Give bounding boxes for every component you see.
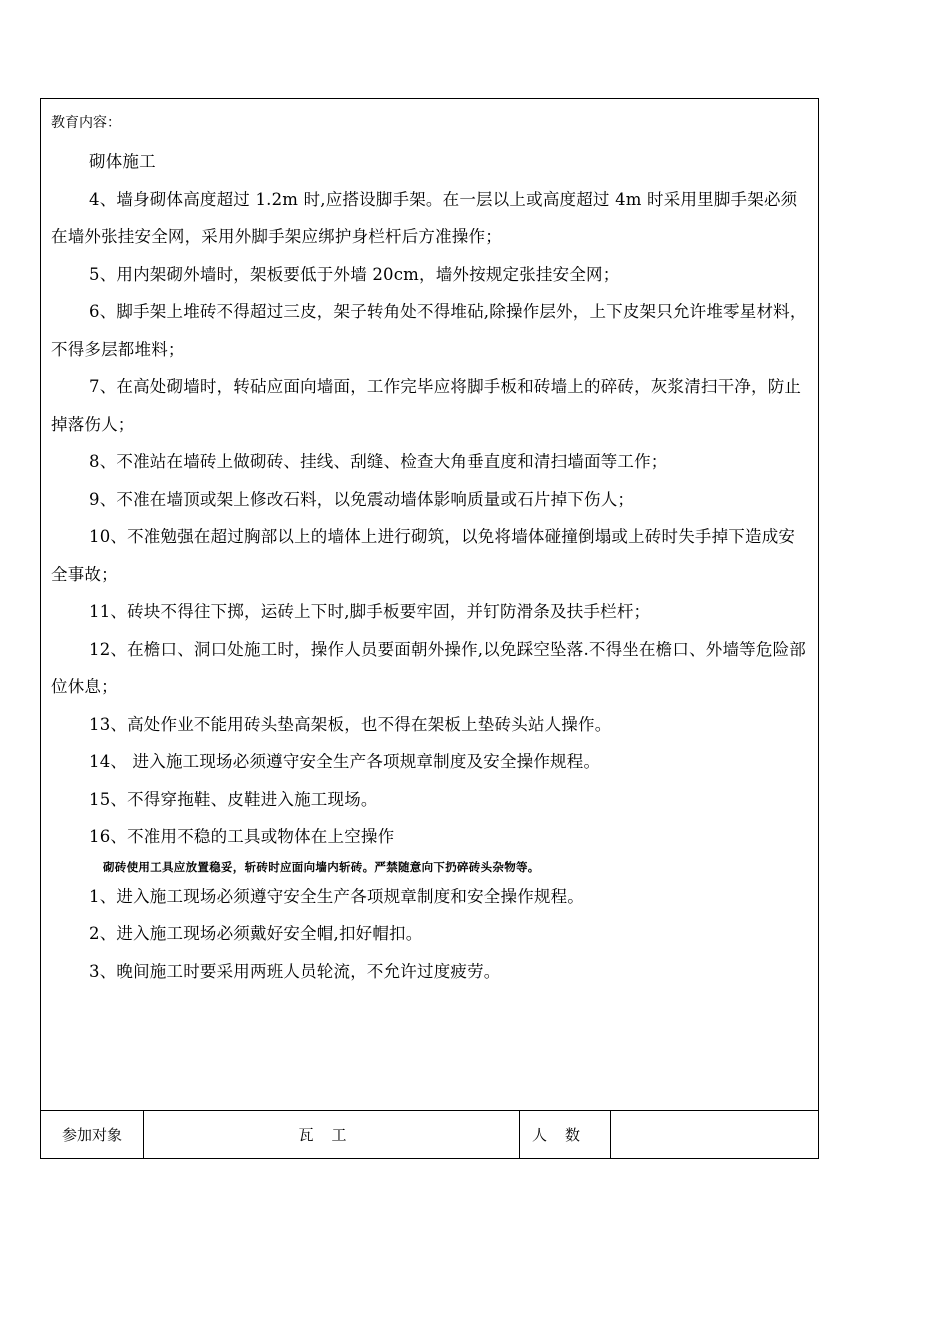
rule-paragraph: 10、不准勉强在超过胸部以上的墙体上进行砌筑，以免将墙体碰撞倒塌或上砖时失手掉下造成安全事故； [51,527,796,584]
safety-note: 砌砖使用工具应放置稳妥，斩砖时应面向墙内斩砖。严禁随意向下扔碎砖头杂物等。 [103,859,540,874]
rule-paragraph: 9、不准在墙顶或架上修改石料，以免震动墙体影响质量或石片掉下伤人； [89,489,635,509]
rule-paragraph: 1、进入施工现场必须遵守安全生产各项规章制度和安全操作规程。 [89,886,584,906]
participants-label: 参加对象 [41,1110,144,1158]
rule-paragraph: 15、不得穿拖鞋、皮鞋进入施工现场。 [89,789,378,809]
count-value [611,1110,818,1158]
rule-paragraph: 12、在檐口、洞口处施工时，操作人员要面朝外操作,以免踩空坠落.不得坐在檐口、外墙等危险部位休息； [51,639,806,696]
education-content-cell [41,99,818,1111]
rule-paragraph: 2、进入施工现场必须戴好安全帽,扣好帽扣。 [89,924,423,943]
rule-paragraph: 16、不准用不稳的工具或物体在上空操作 [89,827,395,846]
rule-paragraph: 5、用内架砌外墙时，架板要低于外墙 20cm，墙外按规定张挂安全网； [89,264,620,284]
rule-paragraph: 7、在高处砌墙时，转砧应面向墙面，工作完毕应将脚手板和砖墙上的碎砖，灰浆清扫干净，防止掉落伤人； [51,377,802,434]
rule-paragraph: 3、晚间施工时要采用两班人员轮流，不允许过度疲劳。 [89,961,501,981]
participants-value: 瓦工 [144,1110,520,1158]
rule-paragraph: 14、 进入施工现场必须遵守安全生产各项规章制度及安全操作规程。 [89,752,601,771]
participants-row [41,1110,818,1158]
rule-paragraph: 11、砖块不得往下掷，运砖上下时,脚手板要牢固，并钉防滑条及扶手栏杆； [89,602,651,621]
rule-paragraph: 8、不准站在墙砖上做砌砖、挂线、刮缝、检查大角垂直度和清扫墙面等工作； [89,452,668,471]
content-label: 教育内容： [51,115,121,131]
content-body [51,143,810,990]
education-record-table [40,98,819,1159]
section-heading: 砌体施工 [89,152,156,171]
rule-paragraph: 13、高处作业不能用砖头垫高架板，也不得在架板上垫砖头站人操作。 [89,714,612,734]
rule-paragraph: 4、墙身砌体高度超过 1.2m 时,应搭设脚手架。在一层以上或高度超过 4m 时采用里脚手架必须在墙外张挂安全网，采用外脚手架应绑护身栏杆后方准操作； [51,189,798,246]
rule-paragraph: 6、脚手架上堆砖不得超过三皮，架子转角处不得堆砧,除操作层外，上下皮架只允许堆零星材料，不得多层都堆料； [51,302,807,359]
count-label: 人数 [520,1110,611,1158]
